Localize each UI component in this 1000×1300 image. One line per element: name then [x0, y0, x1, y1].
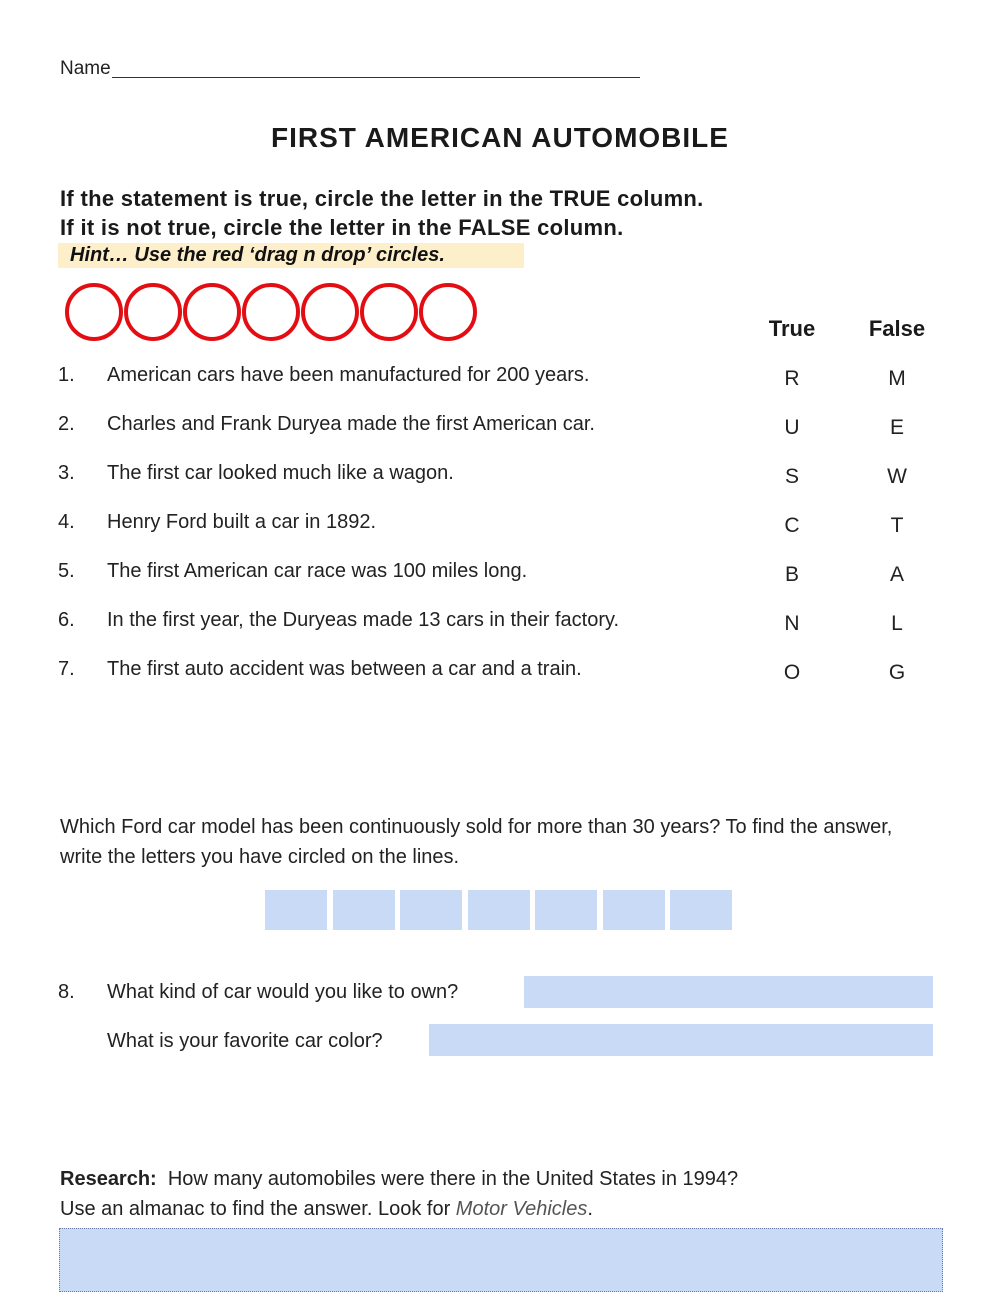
research-topic: Motor Vehicles [455, 1198, 588, 1220]
research-answer-input[interactable] [59, 1228, 943, 1292]
research-question: How many automobiles were there in the United States in 1994? [167, 1168, 739, 1190]
research-line-2 [60, 1194, 960, 1224]
true-letter[interactable]: N [784, 612, 800, 635]
drag-circle[interactable] [419, 283, 477, 341]
dream-car-input[interactable] [524, 976, 933, 1008]
question-number: 3. [58, 462, 75, 484]
question-text: American cars have been manufactured for 200 years. [107, 364, 590, 386]
question-number: 7. [58, 658, 75, 680]
true-column-header: True [768, 316, 816, 341]
question-number: 2. [58, 413, 75, 435]
question-number: 5. [58, 560, 75, 582]
name-line[interactable] [112, 77, 640, 78]
false-letter[interactable]: E [889, 416, 904, 439]
research-instruction: Use an almanac to find the answer. Look for [60, 1198, 451, 1220]
drag-circle[interactable] [65, 283, 123, 341]
research-label: Research: [60, 1168, 157, 1190]
answer-letter-input[interactable] [468, 890, 530, 930]
answer-letter-input[interactable] [670, 890, 732, 930]
false-column-header: False [868, 316, 926, 341]
question-number: 1. [58, 364, 75, 386]
true-letter[interactable]: S [784, 465, 799, 488]
drag-circle[interactable] [183, 283, 241, 341]
question-text: The first car looked much like a wagon. [107, 462, 454, 484]
answer-letter-input[interactable] [535, 890, 597, 930]
puzzle-question: Which Ford car model has been continuously sold for more than 30 years? To find the answer, write the letters you have circled on the lines. [60, 816, 893, 868]
hint-text: Hint… Use the red ‘drag n drop’ circles. [70, 244, 445, 266]
question-text: Henry Ford built a car in 1892. [107, 511, 377, 533]
worksheet-title: FIRST AMERICAN AUTOMOBILE [271, 122, 729, 153]
answer-letter-input[interactable] [400, 890, 462, 930]
name-label: Name [60, 58, 111, 79]
instruction-line-1: If the statement is true, circle the letter in the TRUE column. [60, 186, 704, 211]
question-text: In the first year, the Duryeas made 13 cars in their factory. [107, 609, 620, 631]
question-text: The first auto accident was between a car and a train. [107, 658, 582, 680]
favorite-color-input[interactable] [429, 1024, 933, 1056]
question-8-number: 8. [58, 981, 75, 1003]
true-letter[interactable]: C [784, 514, 800, 537]
false-letter[interactable]: T [890, 514, 904, 537]
research-period: . [587, 1198, 593, 1220]
true-letter[interactable]: R [784, 367, 800, 390]
question-number: 6. [58, 609, 75, 631]
favorite-color-text: What is your favorite car color? [107, 1030, 383, 1052]
false-letter[interactable]: W [887, 465, 907, 488]
drag-circle[interactable] [124, 283, 182, 341]
answer-letter-input[interactable] [265, 890, 327, 930]
research-line-1 [60, 1164, 960, 1194]
question-text: Charles and Frank Duryea made the first American car. [107, 413, 595, 435]
drag-circle[interactable] [301, 283, 359, 341]
instruction-line-2: If it is not true, circle the letter in the FALSE column. [60, 215, 624, 240]
question-number: 4. [58, 511, 75, 533]
drag-circle[interactable] [360, 283, 418, 341]
answer-letter-input[interactable] [333, 890, 395, 930]
question-8-text: What kind of car would you like to own? [107, 981, 459, 1003]
false-letter[interactable]: A [889, 563, 904, 586]
false-letter[interactable]: G [888, 661, 906, 684]
drag-circle[interactable] [242, 283, 300, 341]
true-letter[interactable]: O [783, 661, 801, 684]
false-letter[interactable]: L [891, 612, 903, 635]
true-letter[interactable]: B [784, 563, 799, 586]
false-letter[interactable]: M [888, 367, 906, 390]
answer-letter-input[interactable] [603, 890, 665, 930]
question-text: The first American car race was 100 miles long. [107, 560, 528, 582]
true-letter[interactable]: U [784, 416, 800, 439]
